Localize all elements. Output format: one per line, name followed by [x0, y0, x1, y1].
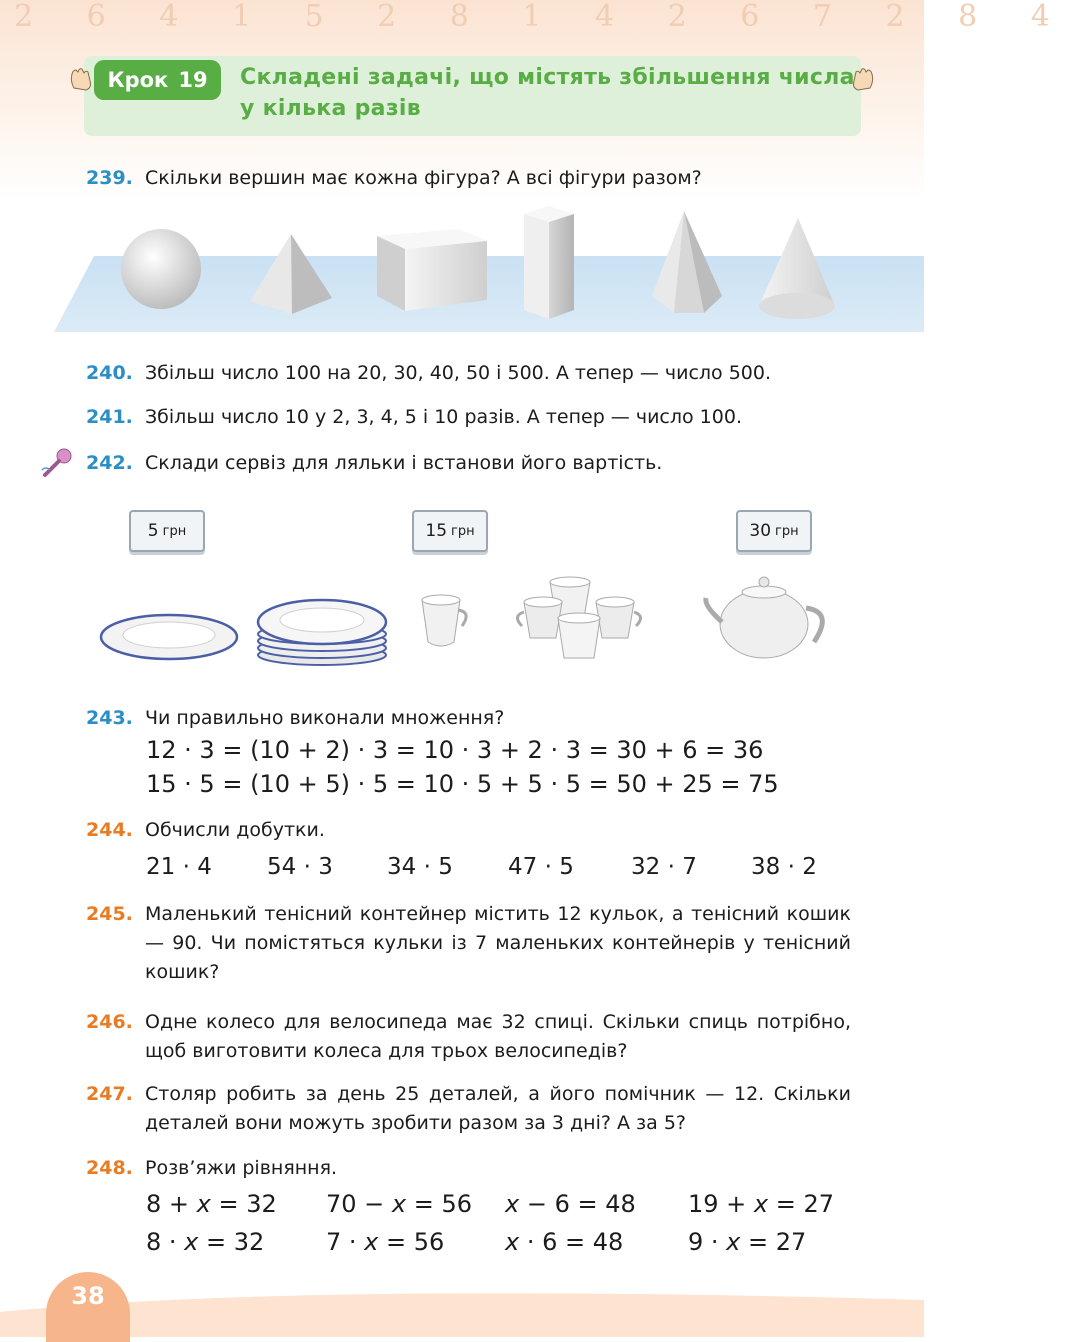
eq-variable: x: [391, 1190, 407, 1218]
task-number: 242.: [86, 452, 133, 474]
equation: [688, 1226, 806, 1258]
task-text: Скільки вершин має кожна фігура? А всі фігури разом?: [145, 167, 702, 189]
product-item: 47 · 5: [508, 854, 574, 880]
task-text: Обчисли добутки.: [145, 819, 325, 841]
equation: [505, 1226, 623, 1258]
price-unit: грн: [451, 523, 475, 539]
task-number: 245.: [86, 903, 133, 925]
eq-variable: x: [753, 1190, 769, 1218]
eq-variable: x: [196, 1190, 211, 1218]
equation: [688, 1188, 834, 1220]
decorative-digits: 2 6 4 1 5 2 8 1 4 2 6 7 2 8 4: [14, 0, 1072, 34]
eq-variable: x: [184, 1228, 199, 1256]
task-number: 246.: [86, 1011, 133, 1033]
task-247: [86, 1080, 851, 1134]
task-number: 239.: [86, 167, 133, 189]
eq-left: 8 +: [146, 1190, 197, 1218]
task-text: Збільш число 100 на 20, 30, 40, 50 і 500. А тепер — число 500.: [145, 362, 772, 384]
task-number: 247.: [86, 1083, 133, 1105]
geometric-shapes-illustration: [54, 196, 924, 336]
product-item: 21 · 4: [146, 854, 212, 880]
price-unit: грн: [775, 523, 799, 539]
task-number: 243.: [86, 707, 133, 729]
task-248: [86, 1154, 338, 1183]
task-number: 244.: [86, 819, 133, 841]
price-value: 30: [749, 521, 772, 541]
cups-set-icon: [517, 577, 640, 658]
sphere-shape: [121, 229, 201, 309]
multiplication-line-1: 12 · 3 = (10 + 2) · 3 = 10 · 3 + 2 · 3 = 30 + 6 = 36: [146, 736, 764, 764]
step-label: Крок: [107, 68, 169, 92]
multiplication-line-2: 15 · 5 = (10 + 5) · 5 = 10 · 5 + 5 · 5 = 50 + 25 = 75: [146, 770, 779, 798]
plate-stack-icon: [258, 600, 386, 665]
eq-left: 8 ·: [146, 1228, 185, 1256]
task-text: Розв’яжи рівняння.: [145, 1157, 338, 1179]
eq-variable: x: [364, 1228, 379, 1256]
task-text: Чи правильно виконали множення?: [145, 707, 505, 729]
task-241: [86, 403, 742, 432]
step-number: 19: [178, 68, 208, 92]
eq-right: = 27: [740, 1228, 807, 1256]
eq-left: 70 −: [326, 1190, 392, 1218]
price-tag: [129, 510, 205, 552]
page-title: [240, 62, 860, 124]
price-tag: [736, 510, 812, 552]
price-value: 5: [147, 521, 159, 541]
task-243: [86, 704, 505, 733]
equation: [146, 1188, 277, 1220]
task-number: 248.: [86, 1157, 133, 1179]
products-row: [146, 851, 846, 883]
step-badge: [94, 60, 221, 100]
task-244: [86, 816, 325, 845]
eq-variable: x: [505, 1190, 520, 1218]
equation: [146, 1226, 264, 1258]
eq-right: − 6 = 48: [519, 1190, 636, 1218]
product-item: 54 · 3: [267, 854, 333, 880]
pointing-hand-icon: [68, 66, 94, 96]
title-line-2: у кілька разів: [240, 96, 421, 121]
eq-right: = 32: [198, 1228, 265, 1256]
task-240: [86, 359, 772, 388]
cube-shape: [377, 229, 487, 311]
task-text: Столяр робить за день 25 деталей, а його помічник — 12. Скільки деталей вони можуть зробити разом за 3 дні? А за 5?: [145, 1083, 851, 1134]
task-text: Збільш число 10 у 2, 3, 4, 5 і 10 разів. А тепер — число 100.: [145, 406, 742, 428]
price-unit: грн: [162, 523, 187, 539]
task-number: 241.: [86, 406, 133, 428]
eq-right: = 56: [378, 1228, 445, 1256]
task-text: Одне колесо для велосипеда має 32 спиці. Скільки спиць потрібно, щоб виготовити колеса для трьох велосипедів?: [145, 1011, 851, 1062]
teapot-icon: [706, 577, 823, 658]
task-242: [86, 449, 663, 478]
equation: [326, 1226, 444, 1258]
eq-left: 19 +: [688, 1190, 754, 1218]
equation: [505, 1188, 636, 1220]
price-tag: [412, 510, 488, 552]
product-item: 32 · 7: [631, 854, 697, 880]
price-value: 15: [425, 521, 448, 541]
cup-icon: [422, 595, 466, 646]
task-text: Склади сервіз для ляльки і встанови його вартість.: [145, 452, 663, 474]
eq-right: · 6 = 48: [519, 1228, 624, 1256]
eq-left: 7 ·: [326, 1228, 365, 1256]
eq-right: = 27: [768, 1190, 835, 1218]
task-239: [86, 164, 702, 193]
page-number: 38: [46, 1272, 130, 1342]
footer-wave: [0, 1282, 924, 1337]
eq-variable: x: [505, 1228, 520, 1256]
equation: [326, 1188, 472, 1220]
eq-variable: x: [726, 1228, 741, 1256]
task-245: [86, 900, 851, 983]
rectangular-prism-shape: [524, 206, 574, 319]
task-number: 240.: [86, 362, 133, 384]
eq-right: = 56: [406, 1190, 473, 1218]
task-text: Маленький тенісний контейнер містить 12 кульок, а тенісний кошик — 90. Чи помістяться кульки із 7 маленьких контейнерів у тенісний кошик?: [145, 903, 851, 983]
eq-left: 9 ·: [688, 1228, 727, 1256]
eq-right: = 32: [210, 1190, 277, 1218]
task-246: [86, 1008, 851, 1062]
tea-set-illustration: [96, 560, 836, 670]
plate-icon: [101, 615, 237, 659]
product-item: 34 · 5: [387, 854, 453, 880]
microphone-icon: [40, 446, 74, 480]
product-item: 38 · 2: [751, 854, 817, 880]
title-line-1: Складені задачі, що містять збільшення числа: [240, 65, 855, 90]
